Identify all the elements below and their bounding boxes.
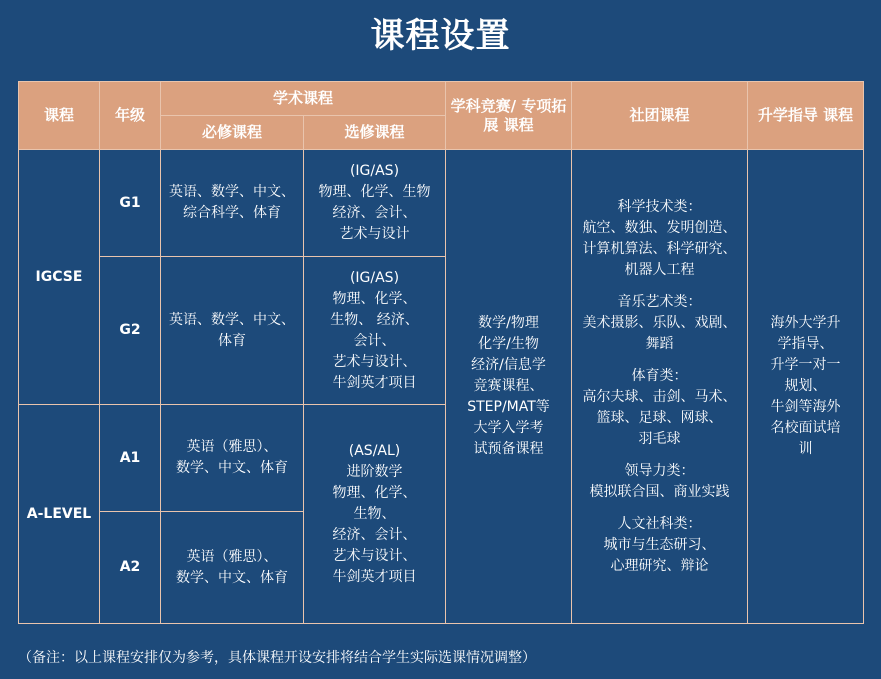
header-competition-line: 专项拓展 bbox=[483, 96, 567, 134]
text-line: 体育 bbox=[218, 332, 246, 349]
header-academic: 学术课程 bbox=[161, 82, 446, 116]
club-title: 领导力类： bbox=[624, 462, 695, 479]
text-line: 艺术与设计、 bbox=[332, 547, 417, 564]
text-line: 高尔夫球、击剑、马术、 bbox=[582, 388, 737, 405]
text-line: 海外大学升 bbox=[770, 315, 841, 331]
course-table bbox=[18, 81, 864, 624]
competition-courses bbox=[446, 150, 572, 624]
header-guidance bbox=[748, 82, 864, 150]
text-line: 学指导、 bbox=[777, 336, 834, 352]
text-line: 英语、数学、中文、 bbox=[169, 184, 295, 200]
text-line: 羽毛球 bbox=[638, 430, 681, 447]
header-competition-line: 课程 bbox=[503, 115, 534, 134]
text-line: 物理、化学、 bbox=[332, 290, 417, 307]
text-line: 化学/生物 bbox=[478, 336, 539, 352]
text-line: 生物、 bbox=[353, 505, 396, 522]
text-line: 升学一对一 bbox=[770, 357, 841, 373]
text-line: 英语、数学、中文、 bbox=[169, 311, 295, 328]
text-line: 物理、化学、 bbox=[332, 484, 417, 501]
text-line: 航空、数独、发明创造、 bbox=[582, 219, 737, 236]
text-line: (AS/AL) bbox=[348, 442, 401, 459]
text-line: 训 bbox=[798, 441, 813, 457]
required-a2 bbox=[161, 512, 304, 624]
grade-g2: G2 bbox=[100, 257, 161, 405]
grade-g1: G1 bbox=[100, 150, 161, 257]
required-a1 bbox=[161, 405, 304, 512]
required-g2 bbox=[161, 257, 304, 405]
text-line: 计算机算法、科学研究、 bbox=[582, 240, 737, 257]
club-group-sports bbox=[572, 366, 747, 450]
club-group-science bbox=[572, 197, 747, 281]
page-title: 课程设置 bbox=[370, 16, 511, 56]
text-line: 经济、会计、 bbox=[332, 526, 417, 543]
header-required: 必修课程 bbox=[161, 116, 304, 150]
club-title: 人文社科类： bbox=[617, 515, 702, 532]
text-line: 模拟联合国、商业实践 bbox=[589, 483, 730, 500]
text-line: 经济、会计、 bbox=[332, 205, 417, 221]
program-alevel: A-LEVEL bbox=[19, 405, 100, 624]
header-guidance-line: 课程 bbox=[823, 106, 854, 124]
header-competition-line: 学科竞赛/ bbox=[450, 96, 517, 115]
text-line: 会计、 bbox=[353, 332, 396, 349]
header-clubs: 社团课程 bbox=[572, 82, 748, 150]
club-group-leadership bbox=[572, 461, 747, 503]
text-line: 艺术与设计 bbox=[339, 226, 410, 242]
club-title: 科学技术类： bbox=[617, 198, 702, 215]
text-line: 英语（雅思）、 bbox=[186, 439, 278, 455]
text-line: (IG/AS) bbox=[349, 269, 400, 286]
text-line: 数学、中文、体育 bbox=[176, 569, 288, 586]
text-line: 心理研究、辩论 bbox=[610, 557, 709, 574]
text-line: 牛剑英才项目 bbox=[332, 568, 417, 585]
text-line: 数学、中文、体育 bbox=[176, 460, 288, 476]
header-course: 课程 bbox=[19, 82, 100, 150]
club-title: 音乐艺术类： bbox=[617, 293, 702, 310]
header-elective: 选修课程 bbox=[304, 116, 446, 150]
text-line: 城市与生态研习、 bbox=[603, 536, 716, 553]
text-line: 牛剑等海外 bbox=[770, 399, 841, 415]
text-line: 进阶数学 bbox=[346, 463, 403, 480]
text-line: 竞赛课程、 bbox=[473, 378, 544, 394]
text-line: STEP/MAT等 bbox=[467, 399, 550, 415]
text-line: 规划、 bbox=[784, 378, 827, 394]
elective-g1 bbox=[304, 150, 446, 257]
text-line: 篮球、足球、网球、 bbox=[596, 409, 723, 426]
text-line: 经济/信息学 bbox=[471, 357, 546, 373]
text-line: 机器人工程 bbox=[624, 261, 695, 278]
program-igcse: IGCSE bbox=[19, 150, 100, 405]
text-line: 美术摄影、乐队、戏剧、 bbox=[582, 314, 737, 331]
text-line: 数学/物理 bbox=[478, 315, 539, 331]
club-title: 体育类： bbox=[631, 367, 688, 384]
text-line: 综合科学、体育 bbox=[183, 205, 281, 221]
grade-a2: A2 bbox=[100, 512, 161, 624]
text-line: 生物、 经济、 bbox=[330, 311, 419, 328]
club-courses bbox=[572, 150, 748, 624]
grade-a1: A1 bbox=[100, 405, 161, 512]
header-grade: 年级 bbox=[100, 82, 161, 150]
header-guidance-line: 升学指导 bbox=[757, 106, 818, 124]
header-competition bbox=[446, 82, 572, 150]
text-line: 牛剑英才项目 bbox=[332, 374, 417, 391]
elective-g2 bbox=[304, 257, 446, 405]
footnote: （备注：以上课程安排仅为参考，具体课程开设安排将结合学生实际选课情况调整） bbox=[18, 650, 536, 666]
text-line: 大学入学考 bbox=[473, 420, 544, 436]
text-line: 英语（雅思）、 bbox=[186, 548, 278, 565]
club-group-humanities bbox=[572, 514, 747, 577]
club-group-arts bbox=[572, 292, 747, 355]
text-line: 名校面试培 bbox=[770, 420, 841, 436]
guidance-courses bbox=[748, 150, 864, 624]
elective-alevel bbox=[304, 405, 446, 624]
text-line: 物理、化学、生物 bbox=[318, 184, 431, 200]
required-g1 bbox=[161, 150, 304, 257]
text-line: 舞蹈 bbox=[645, 335, 674, 352]
text-line: 试预备课程 bbox=[473, 441, 544, 457]
text-line: (IG/AS) bbox=[349, 163, 400, 179]
text-line: 艺术与设计、 bbox=[332, 353, 417, 370]
